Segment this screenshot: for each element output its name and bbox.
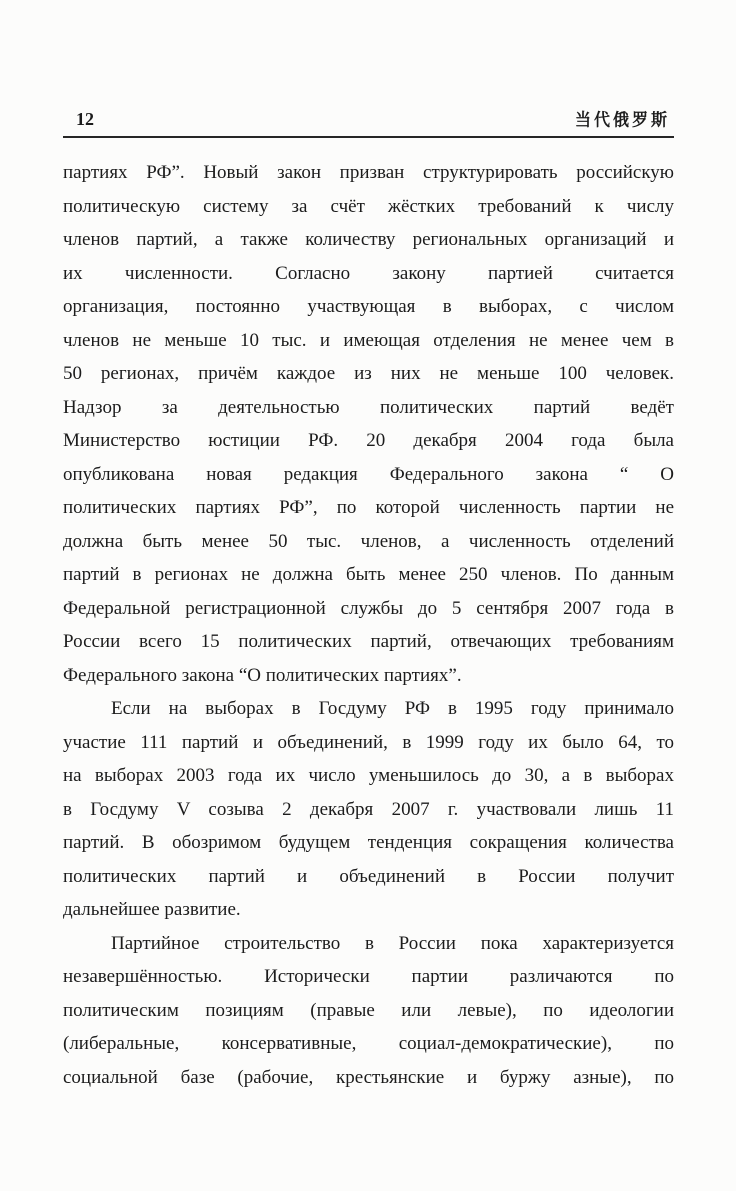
- text-line: политическую систему за счёт жёстких требований к числу: [63, 195, 674, 217]
- text-line: опубликована новая редакция Федерального закона “ О: [63, 463, 674, 485]
- text-line: 50 регионах, причём каждое из них не меньше 100 человек.: [63, 363, 674, 384]
- text-line: партий. В обозримом будущем тенденция сокращения количества: [63, 832, 674, 853]
- text-line: должна быть менее 50 тыс. членов, а численность отделений: [63, 530, 674, 552]
- text-line: (либеральные, консервативные, социал-демократические), по: [63, 1033, 674, 1054]
- text-line: участие 111 партий и объединений, в 1999 году их было 64, то: [63, 731, 674, 753]
- text-line: Федерального закона “О политических партиях”.: [63, 664, 462, 686]
- text-line: в Госдуму V созыва 2 декабря 2007 г. участвовали лишь 11: [63, 798, 674, 820]
- text-line: дальнейшее развитие.: [63, 899, 241, 920]
- text-line: Если на выборах в Госдуму РФ в 1995 году принимало: [111, 698, 674, 719]
- text-line: Партийное строительство в России пока характеризуется: [111, 932, 674, 954]
- text-line: социальной базе (рабочие, крестьянские и буржу азные), по: [63, 1066, 674, 1088]
- text-line: партий в регионах не должна быть менее 250 членов. По данным: [63, 564, 674, 585]
- text-line: организация, постоянно участвующая в выборах, с числом: [63, 296, 674, 317]
- text-line: политических партиях РФ”, по которой численность партии не: [63, 497, 674, 518]
- running-head-book-title: 当代俄罗斯: [574, 111, 670, 130]
- text-line: Министерство юстиции РФ. 20 декабря 2004 года была: [63, 430, 674, 451]
- page-header: [64, 107, 670, 130]
- text-line: Надзор за деятельностью политических партий ведёт: [63, 396, 674, 418]
- text-line: партиях РФ”. Новый закон призван структурировать российскую: [63, 162, 674, 183]
- text-line: России всего 15 политических партий, отвечающих требованиям: [63, 631, 674, 652]
- text-line: их численности. Согласно закону партией считается: [63, 262, 674, 284]
- page-body: [63, 156, 674, 1094]
- page-number: 12: [76, 109, 94, 129]
- text-line: членов не меньше 10 тыс. и имеющая отделения не менее чем в: [63, 329, 674, 351]
- text-line: политическим позициям (правые или левые), по идеологии: [63, 999, 674, 1021]
- text-line: незавершённостью. Исторически партии различаются по: [63, 966, 674, 987]
- text-line: на выборах 2003 года их число уменьшилось до 30, а в выборах: [63, 765, 674, 786]
- text-line: Федеральной регистрационной службы до 5 сентября 2007 года в: [63, 597, 674, 619]
- header-rule: [63, 136, 674, 138]
- text-line: членов партий, а также количеству региональных организаций и: [63, 229, 674, 250]
- text-line: политических партий и объединений в России получит: [63, 865, 674, 887]
